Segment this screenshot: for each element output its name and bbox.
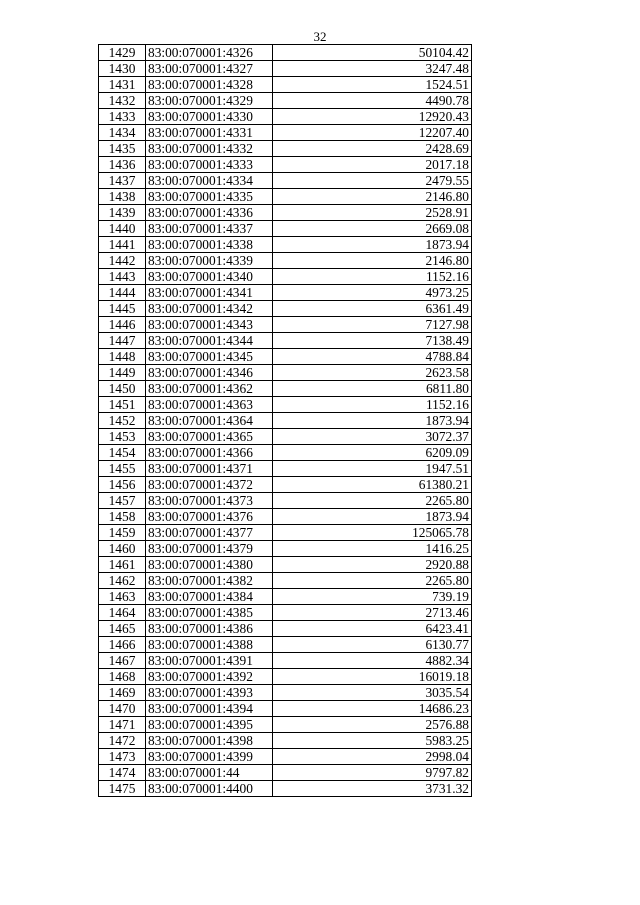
value-cell: 1873.94 — [273, 413, 472, 429]
value-cell: 5983.25 — [273, 733, 472, 749]
cadastral-number-cell: 83:00:070001:4338 — [146, 237, 273, 253]
value-cell: 2920.88 — [273, 557, 472, 573]
table-row — [99, 125, 472, 141]
row-number-cell: 1451 — [99, 397, 146, 413]
value-cell: 2623.58 — [273, 365, 472, 381]
value-cell: 4788.84 — [273, 349, 472, 365]
row-number-cell: 1469 — [99, 685, 146, 701]
value-cell: 3247.48 — [273, 61, 472, 77]
row-number-cell: 1437 — [99, 173, 146, 189]
cadastral-number-cell: 83:00:070001:4382 — [146, 573, 273, 589]
table-row — [99, 61, 472, 77]
cadastral-number-cell: 83:00:070001:4393 — [146, 685, 273, 701]
row-number-cell: 1454 — [99, 445, 146, 461]
table-row — [99, 413, 472, 429]
value-cell: 4973.25 — [273, 285, 472, 301]
value-cell: 3731.32 — [273, 781, 472, 797]
row-number-cell: 1441 — [99, 237, 146, 253]
value-cell: 2017.18 — [273, 157, 472, 173]
value-cell: 2146.80 — [273, 189, 472, 205]
value-cell: 4490.78 — [273, 93, 472, 109]
row-number-cell: 1458 — [99, 509, 146, 525]
table-row — [99, 317, 472, 333]
value-cell: 2713.46 — [273, 605, 472, 621]
value-cell: 1152.16 — [273, 397, 472, 413]
value-cell: 61380.21 — [273, 477, 472, 493]
cadastral-number-cell: 83:00:070001:4372 — [146, 477, 273, 493]
value-cell: 4882.34 — [273, 653, 472, 669]
cadastral-number-cell: 83:00:070001:4340 — [146, 269, 273, 285]
cadastral-number-cell: 83:00:070001:4341 — [146, 285, 273, 301]
table-row — [99, 733, 472, 749]
row-number-cell: 1444 — [99, 285, 146, 301]
row-number-cell: 1430 — [99, 61, 146, 77]
value-cell: 2669.08 — [273, 221, 472, 237]
table-row — [99, 189, 472, 205]
row-number-cell: 1467 — [99, 653, 146, 669]
value-cell: 12207.40 — [273, 125, 472, 141]
cadastral-number-cell: 83:00:070001:4394 — [146, 701, 273, 717]
cadastral-number-cell: 83:00:070001:4392 — [146, 669, 273, 685]
row-number-cell: 1464 — [99, 605, 146, 621]
cadastral-number-cell: 83:00:070001:4332 — [146, 141, 273, 157]
table-row — [99, 461, 472, 477]
cadastral-number-cell: 83:00:070001:4343 — [146, 317, 273, 333]
value-cell: 2998.04 — [273, 749, 472, 765]
table-row — [99, 749, 472, 765]
cadastral-number-cell: 83:00:070001:4333 — [146, 157, 273, 173]
cadastral-number-cell: 83:00:070001:4326 — [146, 45, 273, 61]
table-row — [99, 653, 472, 669]
cadastral-number-cell: 83:00:070001:4342 — [146, 301, 273, 317]
table-row — [99, 77, 472, 93]
cadastral-number-cell: 83:00:070001:4331 — [146, 125, 273, 141]
value-cell: 6811.80 — [273, 381, 472, 397]
cadastral-number-cell: 83:00:070001:4336 — [146, 205, 273, 221]
table-row — [99, 429, 472, 445]
row-number-cell: 1468 — [99, 669, 146, 685]
table-row — [99, 637, 472, 653]
table-row — [99, 269, 472, 285]
cadastral-number-cell: 83:00:070001:4346 — [146, 365, 273, 381]
table-row — [99, 173, 472, 189]
row-number-cell: 1450 — [99, 381, 146, 397]
value-cell: 1947.51 — [273, 461, 472, 477]
value-cell: 6423.41 — [273, 621, 472, 637]
table-row — [99, 685, 472, 701]
table-row — [99, 381, 472, 397]
table-row — [99, 781, 472, 797]
value-cell: 2528.91 — [273, 205, 472, 221]
table-row — [99, 109, 472, 125]
row-number-cell: 1460 — [99, 541, 146, 557]
cadastral-number-cell: 83:00:070001:4339 — [146, 253, 273, 269]
page-number: 32 — [313, 29, 327, 44]
row-number-cell: 1461 — [99, 557, 146, 573]
table-row — [99, 333, 472, 349]
table-row — [99, 509, 472, 525]
value-cell: 6361.49 — [273, 301, 472, 317]
table-row — [99, 141, 472, 157]
value-cell: 3035.54 — [273, 685, 472, 701]
row-number-cell: 1449 — [99, 365, 146, 381]
row-number-cell: 1445 — [99, 301, 146, 317]
value-cell: 2265.80 — [273, 493, 472, 509]
cadastral-number-cell: 83:00:070001:4364 — [146, 413, 273, 429]
table-row — [99, 573, 472, 589]
row-number-cell: 1433 — [99, 109, 146, 125]
row-number-cell: 1440 — [99, 221, 146, 237]
row-number-cell: 1447 — [99, 333, 146, 349]
table-row — [99, 285, 472, 301]
value-cell: 739.19 — [273, 589, 472, 605]
row-number-cell: 1470 — [99, 701, 146, 717]
table-row — [99, 669, 472, 685]
cadastral-number-cell: 83:00:070001:4400 — [146, 781, 273, 797]
row-number-cell: 1432 — [99, 93, 146, 109]
table-row — [99, 93, 472, 109]
value-cell: 1873.94 — [273, 237, 472, 253]
cadastral-number-cell: 83:00:070001:4335 — [146, 189, 273, 205]
row-number-cell: 1462 — [99, 573, 146, 589]
table-row — [99, 205, 472, 221]
cadastral-number-cell: 83:00:070001:4373 — [146, 493, 273, 509]
row-number-cell: 1448 — [99, 349, 146, 365]
table-row — [99, 589, 472, 605]
value-cell: 6209.09 — [273, 445, 472, 461]
value-cell: 6130.77 — [273, 637, 472, 653]
value-cell: 1416.25 — [273, 541, 472, 557]
row-number-cell: 1473 — [99, 749, 146, 765]
value-cell: 16019.18 — [273, 669, 472, 685]
table-row — [99, 477, 472, 493]
value-cell: 2576.88 — [273, 717, 472, 733]
table-body — [99, 45, 472, 797]
value-cell: 1524.51 — [273, 77, 472, 93]
table-row — [99, 765, 472, 781]
value-cell: 1873.94 — [273, 509, 472, 525]
cadastral-number-cell: 83:00:070001:4334 — [146, 173, 273, 189]
row-number-cell: 1436 — [99, 157, 146, 173]
value-cell: 7127.98 — [273, 317, 472, 333]
table-row — [99, 717, 472, 733]
cadastral-number-cell: 83:00:070001:4385 — [146, 605, 273, 621]
row-number-cell: 1442 — [99, 253, 146, 269]
cadastral-number-cell: 83:00:070001:4398 — [146, 733, 273, 749]
cadastral-number-cell: 83:00:070001:4344 — [146, 333, 273, 349]
row-number-cell: 1474 — [99, 765, 146, 781]
row-number-cell: 1452 — [99, 413, 146, 429]
cadastral-number-cell: 83:00:070001:4362 — [146, 381, 273, 397]
row-number-cell: 1465 — [99, 621, 146, 637]
cadastral-number-cell: 83:00:070001:4395 — [146, 717, 273, 733]
row-number-cell: 1457 — [99, 493, 146, 509]
row-number-cell: 1453 — [99, 429, 146, 445]
table-row — [99, 605, 472, 621]
cadastral-number-cell: 83:00:070001:4327 — [146, 61, 273, 77]
cadastral-number-cell: 83:00:070001:4337 — [146, 221, 273, 237]
row-number-cell: 1439 — [99, 205, 146, 221]
row-number-cell: 1434 — [99, 125, 146, 141]
table-row — [99, 349, 472, 365]
value-cell: 14686.23 — [273, 701, 472, 717]
row-number-cell: 1463 — [99, 589, 146, 605]
cadastral-number-cell: 83:00:070001:4388 — [146, 637, 273, 653]
cadastral-number-cell: 83:00:070001:44 — [146, 765, 273, 781]
value-cell: 3072.37 — [273, 429, 472, 445]
row-number-cell: 1466 — [99, 637, 146, 653]
table-row — [99, 445, 472, 461]
cadastral-number-cell: 83:00:070001:4399 — [146, 749, 273, 765]
row-number-cell: 1455 — [99, 461, 146, 477]
value-cell: 2265.80 — [273, 573, 472, 589]
cadastral-number-cell: 83:00:070001:4328 — [146, 77, 273, 93]
row-number-cell: 1456 — [99, 477, 146, 493]
table-row — [99, 621, 472, 637]
table-row — [99, 157, 472, 173]
cadastral-number-cell: 83:00:070001:4363 — [146, 397, 273, 413]
cadastral-number-cell: 83:00:070001:4345 — [146, 349, 273, 365]
table-row — [99, 237, 472, 253]
table-row — [99, 541, 472, 557]
table-row — [99, 701, 472, 717]
row-number-cell: 1429 — [99, 45, 146, 61]
row-number-cell: 1435 — [99, 141, 146, 157]
value-cell: 50104.42 — [273, 45, 472, 61]
row-number-cell: 1475 — [99, 781, 146, 797]
value-cell: 9797.82 — [273, 765, 472, 781]
value-cell: 2146.80 — [273, 253, 472, 269]
cadastral-number-cell: 83:00:070001:4377 — [146, 525, 273, 541]
cadastral-number-cell: 83:00:070001:4391 — [146, 653, 273, 669]
cadastral-number-cell: 83:00:070001:4384 — [146, 589, 273, 605]
table-row — [99, 253, 472, 269]
cadastral-number-cell: 83:00:070001:4329 — [146, 93, 273, 109]
table-row — [99, 365, 472, 381]
table-row — [99, 493, 472, 509]
table-row — [99, 221, 472, 237]
row-number-cell: 1472 — [99, 733, 146, 749]
row-number-cell: 1431 — [99, 77, 146, 93]
cadastral-number-cell: 83:00:070001:4386 — [146, 621, 273, 637]
cadastral-number-cell: 83:00:070001:4366 — [146, 445, 273, 461]
table-row — [99, 397, 472, 413]
row-number-cell: 1443 — [99, 269, 146, 285]
value-cell: 2428.69 — [273, 141, 472, 157]
cadastral-number-cell: 83:00:070001:4379 — [146, 541, 273, 557]
cadastral-number-cell: 83:00:070001:4376 — [146, 509, 273, 525]
cadastral-number-cell: 83:00:070001:4380 — [146, 557, 273, 573]
value-cell: 1152.16 — [273, 269, 472, 285]
table-row — [99, 557, 472, 573]
value-cell: 2479.55 — [273, 173, 472, 189]
row-number-cell: 1471 — [99, 717, 146, 733]
cadastral-number-cell: 83:00:070001:4365 — [146, 429, 273, 445]
table-row — [99, 301, 472, 317]
table-row — [99, 525, 472, 541]
value-cell: 125065.78 — [273, 525, 472, 541]
row-number-cell: 1438 — [99, 189, 146, 205]
value-cell: 7138.49 — [273, 333, 472, 349]
row-number-cell: 1446 — [99, 317, 146, 333]
table-row — [99, 45, 472, 61]
cadastral-number-cell: 83:00:070001:4371 — [146, 461, 273, 477]
cadastral-number-cell: 83:00:070001:4330 — [146, 109, 273, 125]
row-number-cell: 1459 — [99, 525, 146, 541]
cadastral-table — [98, 44, 472, 797]
value-cell: 12920.43 — [273, 109, 472, 125]
